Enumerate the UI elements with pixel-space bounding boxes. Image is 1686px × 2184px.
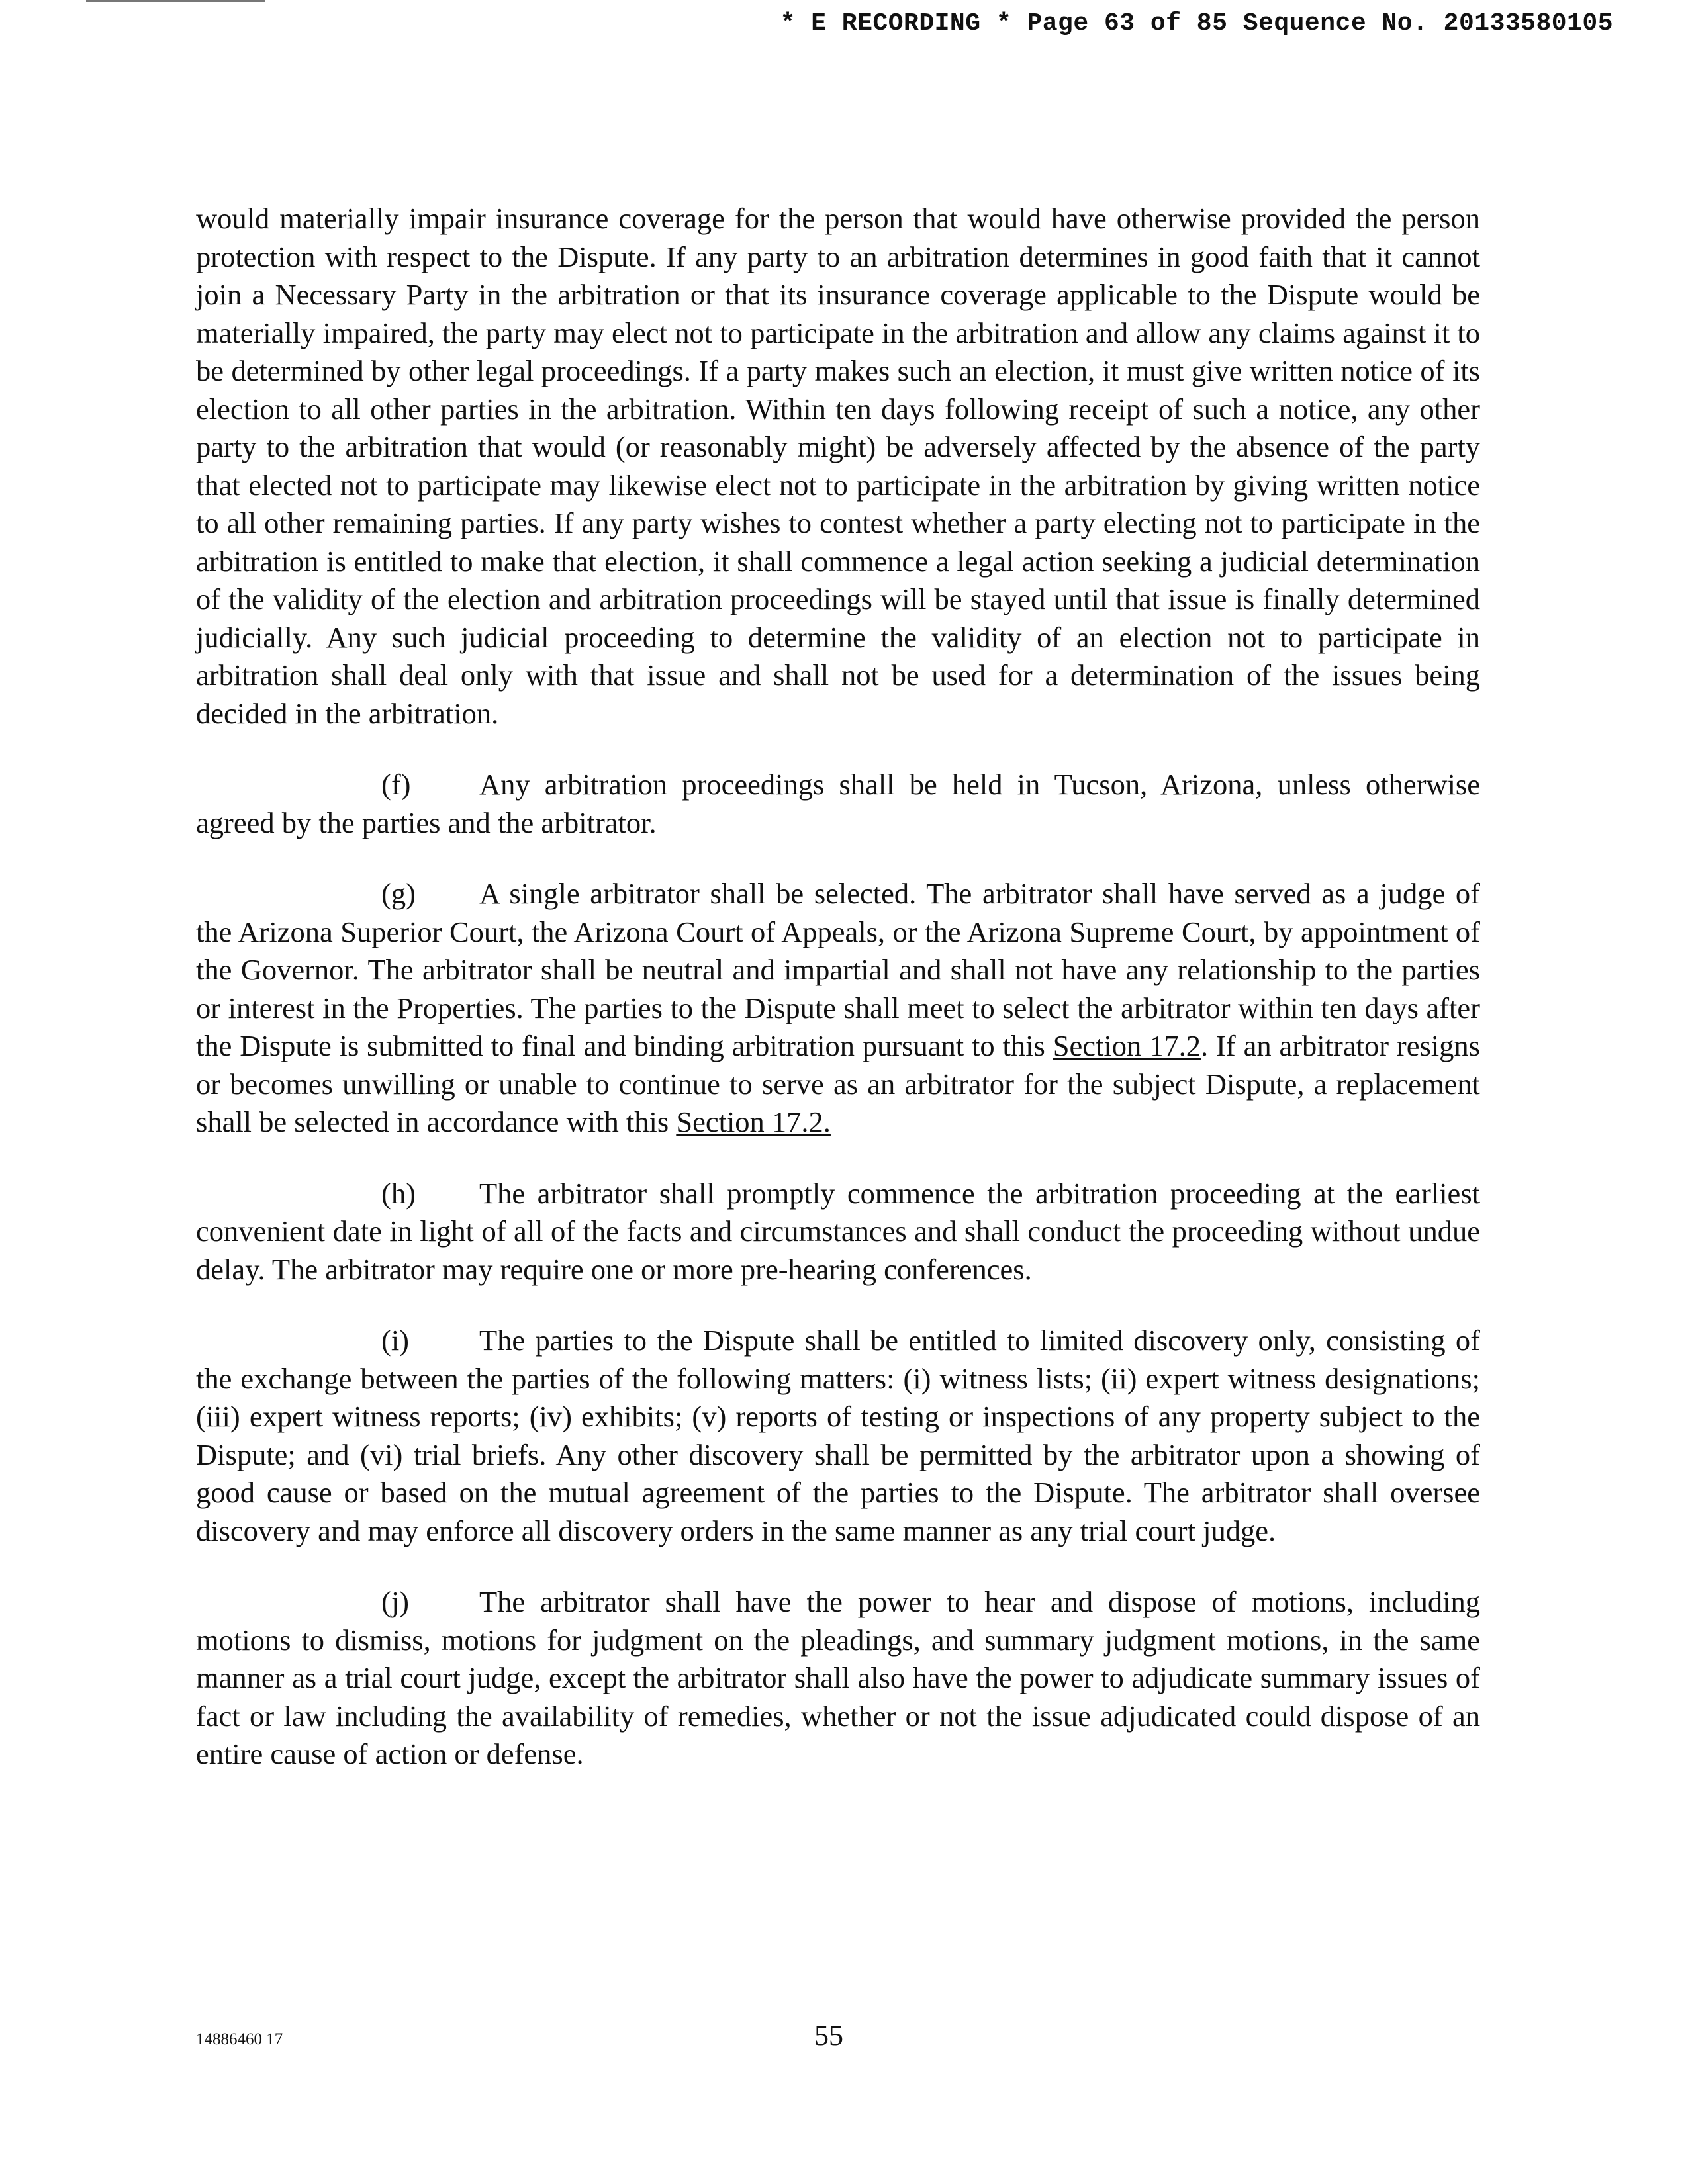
footer-document-code: 14886460 17: [196, 2030, 283, 2048]
paragraph-h-label: (h): [381, 1176, 416, 1210]
paragraph-g: [196, 875, 1480, 1142]
paragraph-f: [196, 766, 1480, 842]
paragraph-h-text: The arbitrator shall promptly commence the arbitration proceeding at the earliest convenient date in light of all of the facts and circumstances and shall conduct the proceeding without undue delay. The arbitrator may require one or more pre-hearing conferences.: [196, 1176, 1480, 1286]
paragraph-j-label: (j): [381, 1585, 410, 1618]
paragraph-i-label: (i): [381, 1324, 410, 1357]
scan-edge-mark: [86, 0, 265, 2]
page-number: 55: [814, 2019, 843, 2052]
paragraph-i: [196, 1322, 1480, 1550]
paragraph-g-label: (g): [381, 877, 416, 910]
paragraph-j: [196, 1583, 1480, 1774]
paragraph-j-text: The arbitrator shall have the power to hear and dispose of motions, including motions to dismiss, motions for judgment on the pleadings, and summary judgment motions, in the same manner as a trial court judge, except the arbitrator shall also have the power to adjudicate summary issues of fact or law including the availability of remedies, whether or not the issue adjudicated could dispose of an entire cause of action or defense.: [196, 1585, 1480, 1770]
document-body: [196, 200, 1480, 1807]
paragraph-g-text-2: . If an arbitrator resigns or becomes unwilling or unable to continue to serve as an arbitrator for the subject Dispute, a replacement shall be selected in accordance with this: [196, 1029, 1480, 1138]
paragraph-g-text-1: A single arbitrator shall be selected. The arbitrator shall have served as a judge of the Arizona Superior Court, the Arizona Court of Appeals, or the Arizona Supreme Court, by appointment of the Governor. The arbitrator shall be neutral and impartial and shall not have any relationship to the parties or interest in the Properties. The parties to the Dispute shall meet to select the arbitrator within ten days after the Dispute is submitted to final and binding arbitration pursuant to this: [196, 877, 1480, 1062]
paragraph-f-text: Any arbitration proceedings shall be held in Tucson, Arizona, unless otherwise agreed by the parties and the arbitrator.: [196, 768, 1480, 839]
paragraph-h: [196, 1175, 1480, 1289]
recording-stamp-header: * E RECORDING * Page 63 of 85 Sequence No. 20133580105: [780, 9, 1613, 38]
paragraph-f-label: (f): [381, 768, 411, 801]
continuation-paragraph: would materially impair insurance coverage for the person that would have otherwise provided the person protection with respect to the Dispute. If any party to an arbitration determines in good faith that it cannot join a Necessary Party in the arbitration or that its insurance coverage applicable to the Dispute would be materially impaired, the party may elect not to participate in the arbitration and allow any claims against it to be determined by other legal proceedings. If a party makes such an election, it must give written notice of its election to all other parties in the arbitration. Within ten days following receipt of such a notice, any other party to the arbitration that would (or reasonably might) be adversely affected by the absence of the party that elected not to participate may likewise elect not to participate in the arbitration by giving written notice to all other remaining parties. If any party wishes to contest whether a party electing not to participate in the arbitration is entitled to make that election, it shall commence a legal action seeking a judicial determination of the validity of the election and arbitration proceedings will be stayed until that issue is finally determined judicially. Any such judicial proceeding to determine the validity of an election not to participate in arbitration shall deal only with that issue and shall not be used for a determination of the issues being decided in the arbitration.: [196, 202, 1480, 730]
section-reference-2: Section 17.2.: [676, 1105, 831, 1138]
paragraph-i-text: The parties to the Dispute shall be entitled to limited discovery only, consisting of the exchange between the parties of the following matters: (i) witness lists; (ii) expert witness designations; (iii) expert witness reports; (iv) exhibits; (v) reports of testing or inspections of any property subject to the Dispute; and (vi) trial briefs. Any other discovery shall be permitted by the arbitrator upon a showing of good cause or based on the mutual agreement of the parties to the Dispute. The arbitrator shall oversee discovery and may enforce all discovery orders in the same manner as any trial court judge.: [196, 1324, 1480, 1547]
section-reference-1: Section 17.2: [1053, 1029, 1201, 1062]
